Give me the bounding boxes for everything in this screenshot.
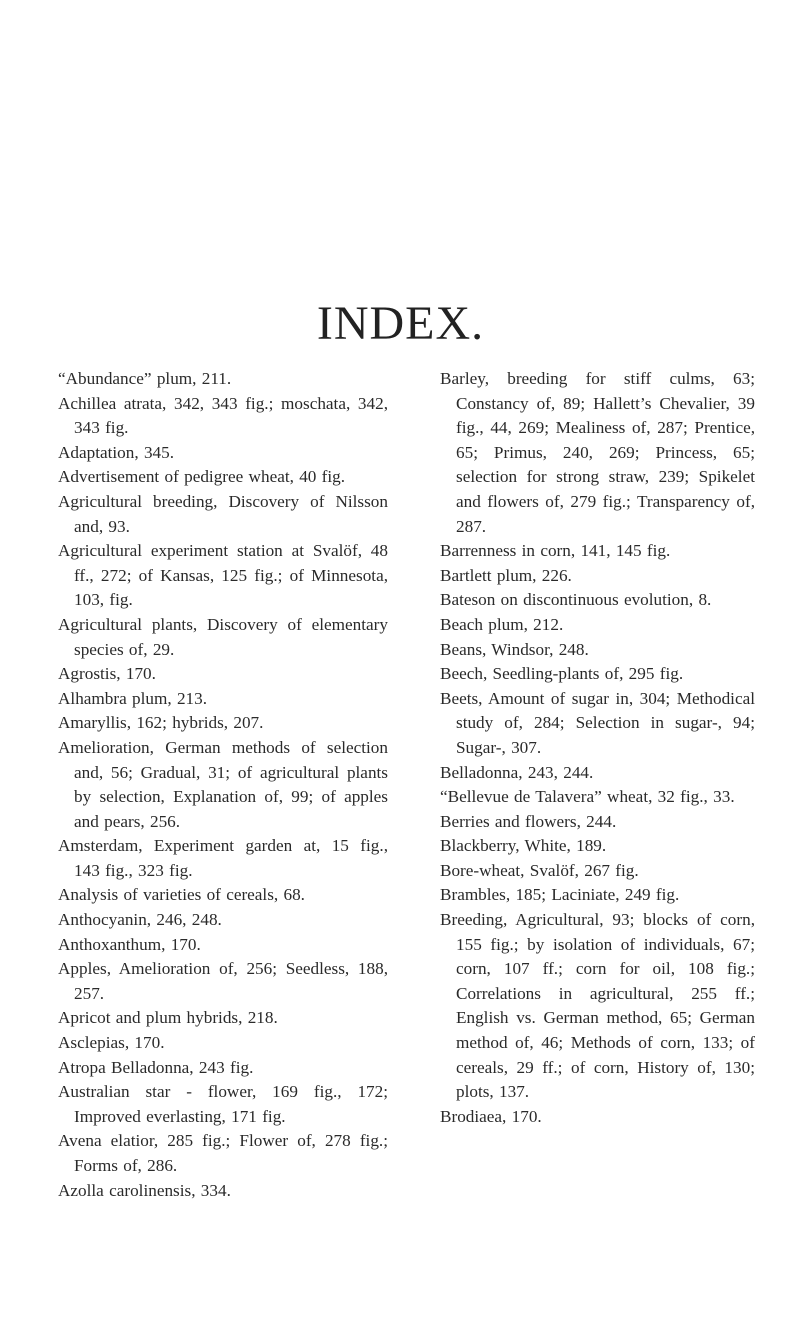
index-entry: Beech, Seedling-plants of, 295 fig.	[440, 664, 684, 684]
index-entry: Atropa Belladonna, 243 fig.	[58, 1057, 254, 1077]
index-entry: Anthocyanin, 246, 248.	[58, 910, 222, 930]
index-entry: Berries and flowers, 244.	[440, 811, 617, 831]
index-entry: Beets, Amount of sugar in, 304; Methodical study of, 284; Selection in sugar-, 94; Sugar-, 307.	[440, 688, 755, 757]
index-entry: Amaryllis, 162; hybrids, 207.	[58, 713, 264, 733]
index-entry: Advertisement of pedigree wheat, 40 fig.	[58, 467, 346, 487]
index-entry: Analysis of varieties of cereals, 68.	[58, 885, 305, 905]
index-entry: Breeding, Agricultural, 93; blocks of corn, 155 fig.; by isolation of individuals, 67; corn, 107 ff.; corn for oil, 108 fig.; Correlations in agricultural, 255 ff.; English vs. German method, 65; German method of, 46; Methods of corn, 133; of cereals, 29 ff.; of corn, History of, 130; plots, 137.	[440, 910, 755, 1102]
index-entry: Agricultural breeding, Discovery of Nilsson and, 93.	[58, 491, 388, 536]
index-entry: Azolla carolinensis, 334.	[58, 1180, 231, 1200]
index-entry: Agrostis, 170.	[58, 664, 156, 684]
index-entry: Barrenness in corn, 141, 145 fig.	[440, 541, 671, 561]
index-entry: “Bellevue de Talavera” wheat, 32 fig., 33.	[440, 787, 735, 807]
index-entry: Bartlett plum, 226.	[440, 565, 572, 585]
index-entry: Apples, Amelioration of, 256; Seedless, 188, 257.	[58, 959, 388, 1003]
index-entry: Beans, Windsor, 248.	[440, 639, 589, 659]
index-entry: Amelioration, German methods of selection and, 56; Gradual, 31; of agricultural plants by selection, Explanation of, 99; of apples and pears, 256.	[58, 737, 388, 831]
index-entry: Brodiaea, 170.	[440, 1106, 542, 1126]
index-entry: Apricot and plum hybrids, 218.	[58, 1008, 278, 1028]
index-entry: Adaptation, 345.	[58, 442, 175, 462]
index-entry: Brambles, 185; Laciniate, 249 fig.	[440, 885, 680, 905]
index-entry: Alhambra plum, 213.	[58, 688, 208, 708]
index-entry: Anthoxanthum, 170.	[58, 934, 201, 954]
index-column-right	[440, 367, 755, 1129]
index-entry: Achillea atrata, 342, 343 fig.; moschata, 342, 343 fig.	[58, 393, 388, 438]
index-entry: Avena elatior, 285 fig.; Flower of, 278 fig.; Forms of, 286.	[58, 1131, 388, 1175]
index-entry: Blackberry, White, 189.	[440, 836, 607, 856]
index-entry: Beach plum, 212.	[440, 614, 564, 634]
index-entry: Bateson on discontinuous evolution, 8.	[440, 590, 712, 610]
index-entry: Amsterdam, Experiment garden at, 15 fig., 143 fig., 323 fig.	[58, 836, 388, 880]
index-entry: Barley, breeding for stiff culms, 63; Constancy of, 89; Hallett’s Chevalier, 39 fig., 44, 269; Mealiness of, 287; Prentice, 65; Primus, 240, 269; Princess, 65; selection for strong straw, 239; Spikelet and flowers of, 279 fig.; Transparency of, 287.	[440, 369, 755, 536]
index-entry: Asclepias, 170.	[58, 1033, 165, 1053]
index-entry: Agricultural plants, Discovery of elementary species of, 29.	[58, 614, 388, 659]
index-entry: Bore-wheat, Svalöf, 267 fig.	[440, 860, 639, 880]
index-entry: “Abundance” plum, 211.	[58, 369, 232, 388]
index-column-left	[58, 367, 388, 1203]
page-title: INDEX.	[316, 297, 485, 350]
index-entry: Agricultural experiment station at Svalöf, 48 ff., 272; of Kansas, 125 fig.; of Minnesota, 103, fig.	[58, 541, 388, 610]
index-entry: Belladonna, 243, 244.	[440, 762, 594, 782]
index-entry: Australian star - flower, 169 fig., 172; Improved everlasting, 171 fig.	[58, 1082, 388, 1126]
